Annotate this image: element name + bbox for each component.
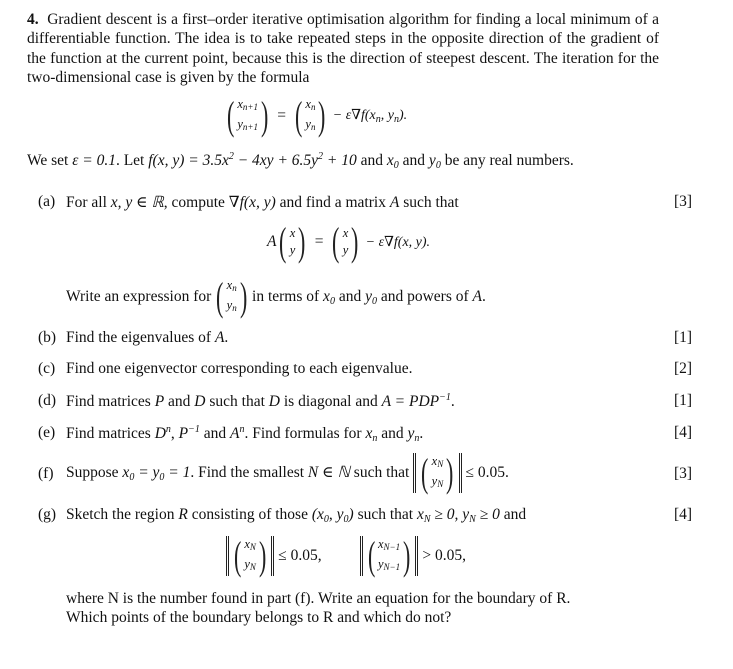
math: D	[268, 393, 280, 410]
math: $P^{-1}$	[178, 424, 200, 442]
part-e-marks: [4]	[674, 424, 693, 441]
vec-entry: $y_n$	[226, 298, 237, 313]
math: A	[472, 287, 482, 305]
math: $x_0$	[323, 287, 335, 307]
part-a-marks: [3]	[674, 193, 693, 210]
text: consisting of those	[187, 506, 312, 523]
text: and	[356, 152, 387, 169]
part-a-label: (a)	[38, 193, 56, 210]
text: . Let	[115, 152, 149, 169]
math: $A^n$	[230, 424, 245, 442]
math: R	[178, 506, 188, 523]
text: such that	[353, 506, 417, 523]
text: and	[334, 287, 366, 305]
text: Sketch the region	[66, 506, 179, 523]
text: Write an expression for	[66, 288, 212, 305]
matrix-A: A	[267, 233, 277, 250]
equals: =	[277, 107, 287, 124]
vec-entry: $x_N$	[244, 537, 256, 552]
vec-entry: $x_N$	[431, 454, 444, 469]
text: in terms of	[252, 287, 324, 305]
text: and	[377, 425, 408, 442]
vector-next: ( $x_{n+1}$ $y_{n+1}$ )	[226, 93, 269, 138]
vec-entry: $y_n$	[305, 117, 316, 132]
vec-entry: $x_{n+1}$	[237, 97, 258, 112]
part-a-formula	[267, 219, 431, 264]
math: N ∈ ℕ	[307, 464, 350, 481]
text: .	[482, 287, 486, 305]
setup-line	[27, 151, 574, 171]
vec-entry: $x_n$	[305, 97, 316, 112]
inequality: ≤ 0.05.	[465, 464, 509, 481]
text: be any real numbers.	[440, 152, 574, 169]
inequality: > 0.05,	[422, 547, 467, 564]
math: $x_N \ge 0$, $y_N \ge 0$	[416, 506, 500, 525]
text: For all	[66, 194, 111, 211]
text: such that	[399, 194, 459, 211]
text: and	[398, 152, 429, 169]
part-c-marks: [2]	[674, 360, 693, 377]
vec-entry: $x_n$	[226, 278, 237, 293]
math: $x_0$	[386, 152, 399, 171]
vec-entry: x	[289, 226, 296, 240]
text: .	[224, 329, 229, 346]
vector-current: ( $x_n$ $y_n$ )	[295, 93, 326, 138]
text: and powers of	[376, 287, 473, 305]
part-e-label: (e)	[38, 424, 56, 441]
vec-entry: $x_{N-1}$	[377, 537, 401, 552]
text: .	[419, 425, 424, 442]
part-b-text	[66, 329, 228, 347]
text: and	[164, 393, 195, 410]
part-g-end-line2: Which points of the boundary belongs to R and which do not?	[66, 609, 452, 626]
text: Find matrices	[66, 425, 155, 442]
gradient-term: − $\varepsilon\nabla f(x_n$, $y_n$).	[332, 108, 408, 125]
math: $A = PDP^{-1}$	[381, 392, 451, 410]
inequality: ≤ 0.05,	[278, 547, 322, 564]
question-intro	[27, 10, 659, 87]
vector-xy: ( x y )	[332, 219, 359, 264]
text: Find the eigenvalues of	[66, 329, 215, 346]
part-g-end-line1: where N is the number found in part (f). Write an equation for the boundary of R.	[66, 590, 571, 607]
text: such that	[205, 393, 269, 410]
math: D	[194, 393, 206, 410]
math: ($x_0$, $y_0$)	[311, 506, 354, 525]
iteration-formula	[224, 93, 408, 138]
math: $D^n$	[154, 424, 171, 442]
vector-n: ( $x_n$ $y_n$ )	[216, 274, 248, 319]
text: Suppose	[66, 464, 123, 481]
vec-entry: $y_N$	[431, 474, 444, 489]
math: P	[154, 393, 165, 410]
vec-entry: y	[289, 243, 296, 257]
intro-text: Gradient descent is a first–order iterative optimisation algorithm for finding a local minimum of a differentiable function. The idea is to take repeated steps in the opposite direction of the gradient of the function at the current point, because this is the direction of steepest descent. The iteration for the two-dimensional case is given by the formula	[27, 11, 660, 86]
part-f-text	[66, 450, 509, 495]
part-a-text	[66, 193, 459, 212]
math: ε = 0.1	[72, 152, 116, 169]
part-g-marks: [4]	[674, 506, 693, 523]
text: and find a matrix	[275, 194, 390, 211]
part-g-text	[66, 506, 526, 525]
math: f(x, $y) = 3.5x^2 - 4xy + 6.5y^2 + 10$	[148, 151, 357, 169]
question-number: 4.	[27, 11, 39, 28]
part-f-label: (f)	[38, 465, 54, 482]
vector-xy: ( x y )	[279, 219, 306, 264]
vec-entry: x	[342, 226, 349, 240]
text: is diagonal and	[279, 393, 382, 410]
part-c-label: (c)	[38, 360, 56, 377]
math: ∇f(x, y)	[228, 194, 276, 211]
part-f-marks: [3]	[674, 465, 693, 482]
math: $y_0$	[428, 152, 441, 171]
text: such that	[349, 464, 410, 481]
text: . Find formulas for	[244, 425, 366, 442]
part-g-label: (g)	[38, 506, 57, 523]
text: and	[499, 506, 527, 523]
vec-entry: $y_{N-1}$	[377, 557, 401, 572]
text: ,	[170, 425, 179, 442]
part-e-text	[66, 424, 423, 444]
norm: ( $x_{N-1}$ $y_{N-1}$ )	[360, 536, 419, 576]
norm: ( $x_N$ $y_N$ )	[226, 536, 274, 576]
equals: =	[314, 233, 324, 250]
text: We set	[27, 152, 73, 169]
text: , compute	[163, 194, 229, 211]
part-d-text	[66, 392, 455, 411]
math: $y_0$	[365, 287, 377, 307]
part-g-conditions	[226, 533, 467, 578]
vec-entry: y	[342, 243, 349, 257]
part-c-text: Find one eigenvector corresponding to each eigenvalue.	[66, 360, 413, 377]
text: and	[199, 425, 230, 442]
part-d-label: (d)	[38, 392, 57, 409]
math: $y_n$	[407, 425, 420, 444]
vec-entry: $y_N$	[244, 557, 256, 572]
math: $x_n$	[365, 425, 378, 444]
part-d-marks: [1]	[674, 392, 693, 409]
text: Find matrices	[66, 393, 155, 410]
text: . Find the smallest	[190, 464, 308, 481]
math: x, y ∈ ℝ	[110, 194, 164, 211]
part-b-label: (b)	[38, 329, 57, 346]
part-a-followup	[66, 274, 486, 319]
gradient-term: − ε∇f(x, y).	[365, 234, 431, 250]
norm: ( $x_N$ $y_N$ )	[413, 453, 461, 493]
vec-entry: $y_{n+1}$	[237, 117, 258, 132]
math: A	[389, 194, 400, 211]
math: $x_0 = y_0 = 1$	[122, 464, 191, 483]
text: .	[450, 393, 455, 410]
part-b-marks: [1]	[674, 329, 693, 346]
math: A	[214, 329, 225, 346]
